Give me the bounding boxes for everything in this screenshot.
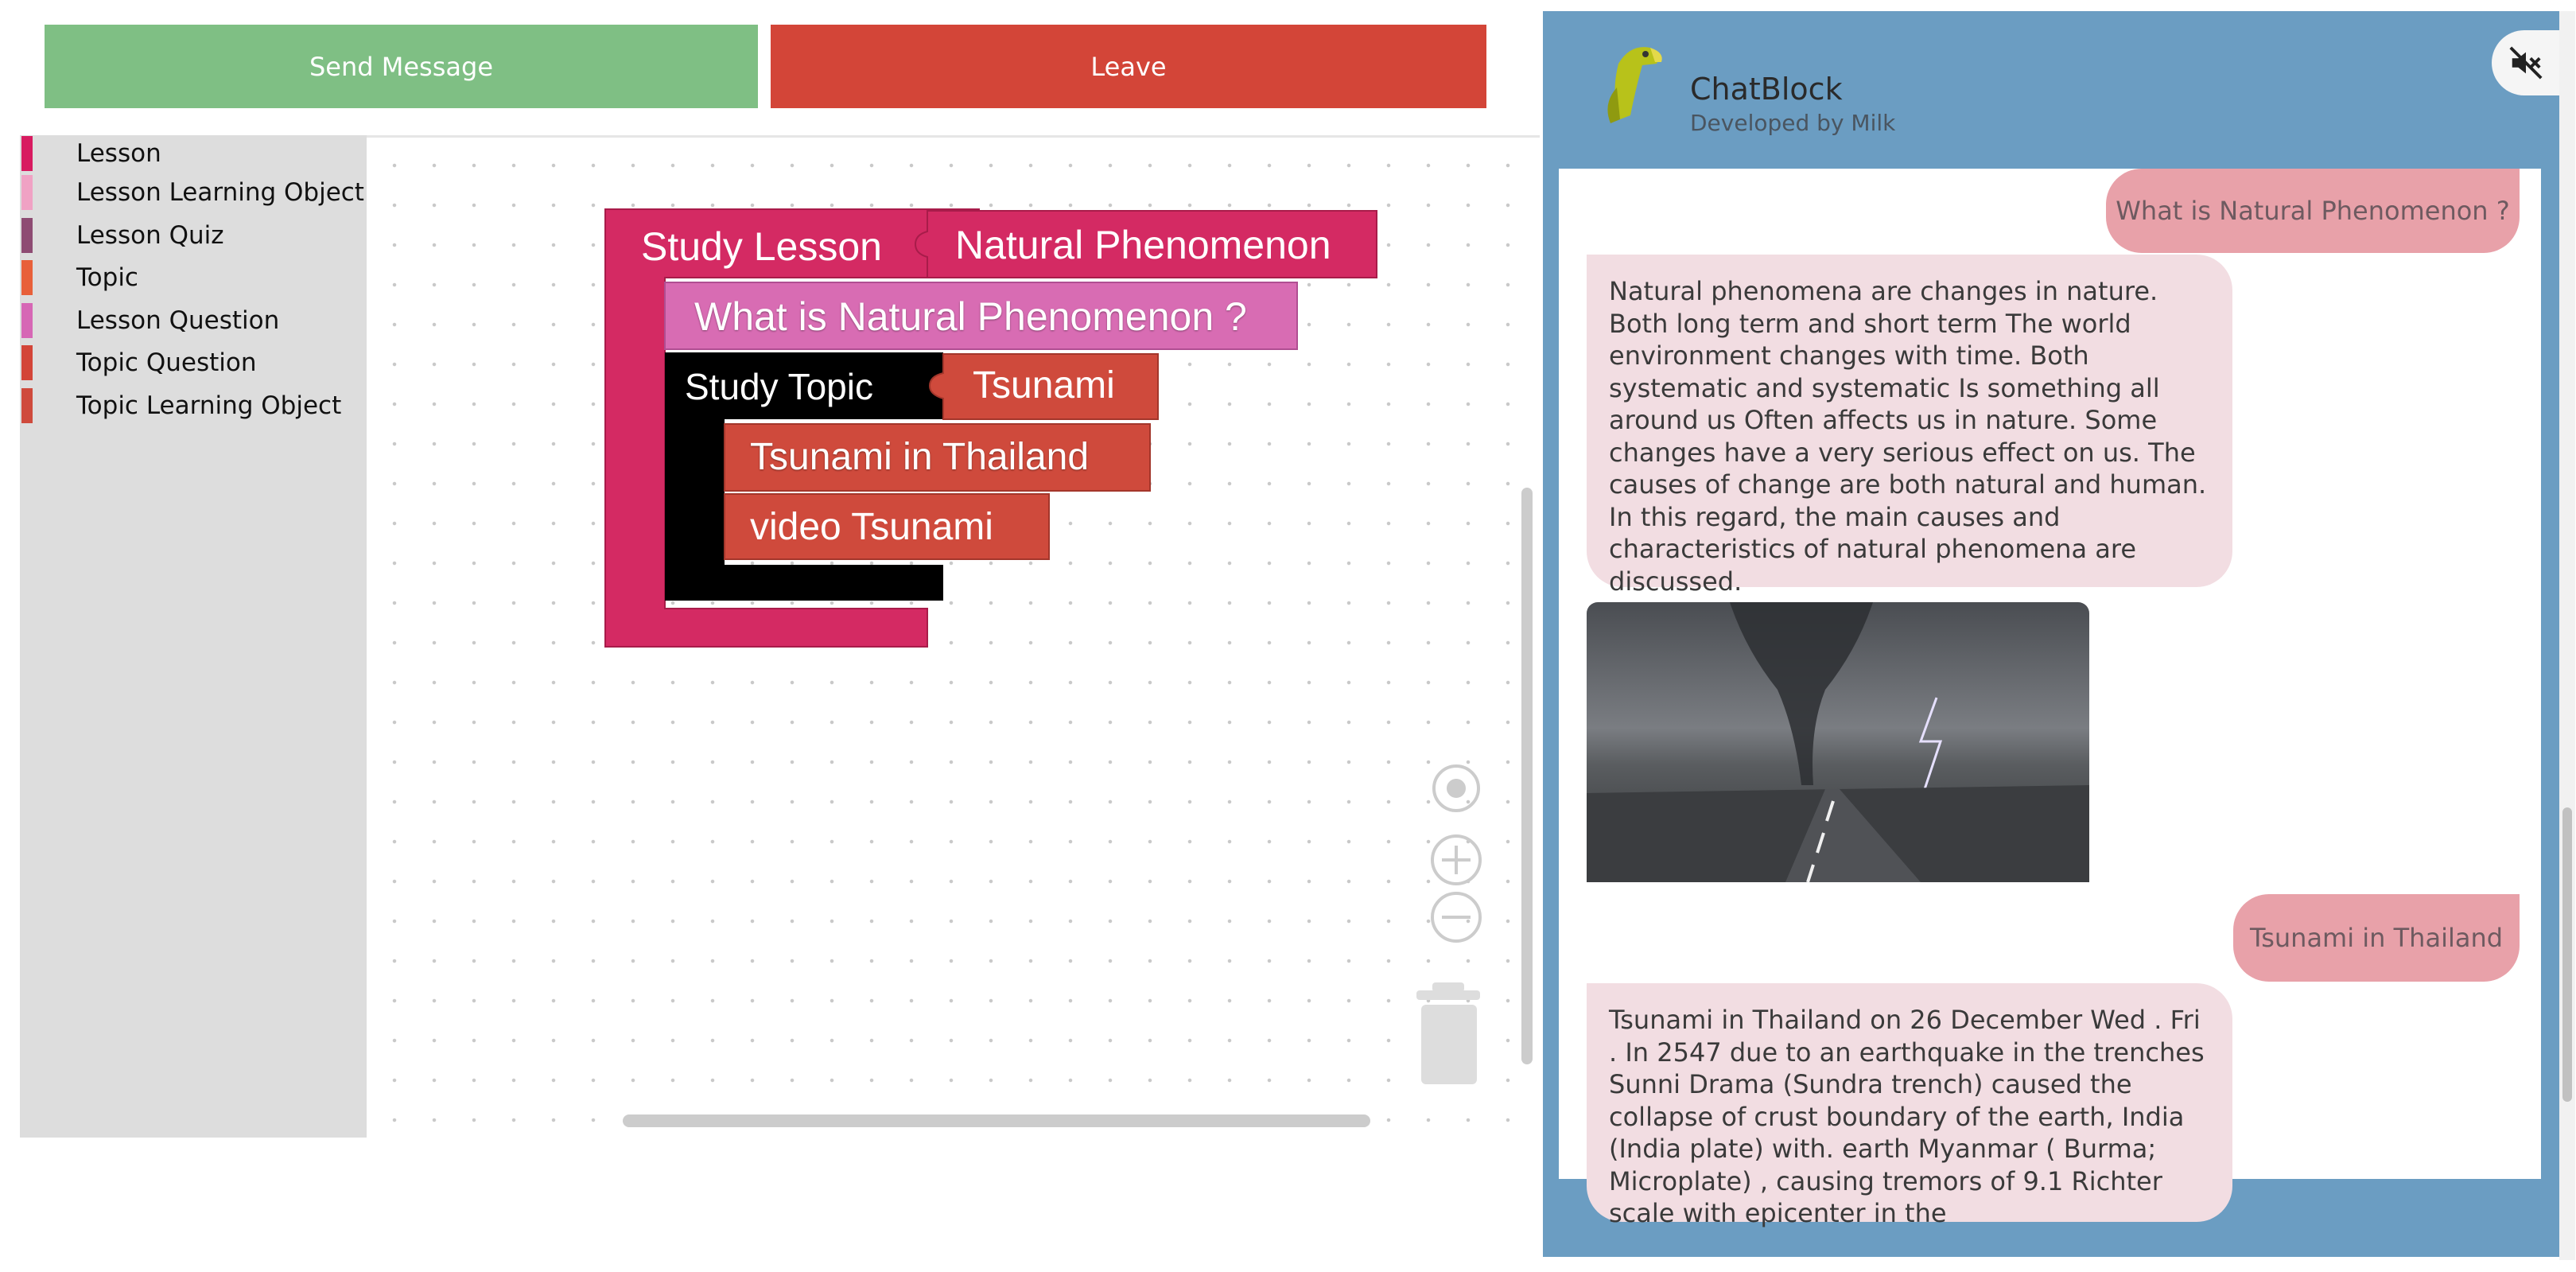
toolbox-category-lesson-quiz[interactable] — [20, 217, 367, 254]
toolbox-category-label: Topic — [76, 263, 138, 292]
tornado-image — [1587, 602, 2089, 882]
zoom-out-icon[interactable] — [1432, 893, 1480, 941]
topic-object-label: video Tsunami — [750, 506, 993, 548]
category-color-swatch — [21, 345, 33, 380]
category-color-swatch — [21, 260, 33, 295]
toolbox-category-lesson-question[interactable] — [20, 302, 367, 339]
toolbox-category-lesson-learning-object[interactable] — [20, 174, 367, 211]
toolbox-category-label: Topic Question — [76, 348, 257, 377]
study-lesson-label: Study Lesson — [641, 224, 882, 269]
toolbox-category-topic-learning-object[interactable] — [20, 387, 367, 424]
message-list[interactable] — [1559, 169, 2541, 1228]
page-scrollbar-thumb[interactable] — [2562, 807, 2572, 1102]
workspace-vertical-scrollbar[interactable] — [1521, 488, 1533, 1064]
toolbox-category-label: Lesson — [76, 139, 161, 168]
toolbox-category-topic-question[interactable] — [20, 344, 367, 381]
leave-button[interactable]: Leave — [771, 25, 1486, 108]
toolbox-category-label: Lesson Learning Object — [76, 178, 364, 207]
mute-button[interactable] — [2492, 30, 2559, 95]
bot-message: Tsunami in Thailand on 26 December Wed . Fri . In 2547 due to an earthquake in the trenches Sunni Drama (Sundra trench) caused the collapse of crust boundary of the earth, India (India plate) with. earth Myanmar ( Burma; Microplate) , causing tremors of 9.1 Richter scale with epicenter in the — [1587, 983, 2232, 1222]
recenter-icon[interactable] — [1434, 766, 1478, 811]
trash-icon[interactable] — [1416, 982, 1480, 1084]
lesson-question-label: What is Natural Phenomenon ? — [694, 294, 1247, 339]
chat-title: ChatBlock — [1690, 72, 1843, 107]
user-message: Tsunami in Thailand — [2233, 894, 2520, 982]
speaker-mute-icon — [2508, 45, 2544, 81]
category-color-swatch — [21, 388, 33, 423]
blockly-workspace[interactable] — [367, 135, 1540, 1138]
zoom-in-icon[interactable] — [1432, 836, 1480, 884]
toolbox-category-label: Lesson Quiz — [76, 221, 224, 250]
category-color-swatch — [21, 303, 33, 338]
chat-subtitle: Developed by Milk — [1690, 110, 1896, 136]
toolbox-category-lesson[interactable] — [20, 135, 367, 172]
study-topic-label: Study Topic — [685, 366, 873, 407]
send-message-button[interactable]: Send Message — [45, 25, 758, 108]
topic-question-label: Tsunami in Thailand — [750, 436, 1090, 478]
toolbox-category-topic[interactable] — [20, 259, 367, 296]
category-color-swatch — [21, 218, 33, 253]
toolbox-category-label: Topic Learning Object — [76, 391, 342, 420]
workspace-horizontal-scrollbar[interactable] — [623, 1114, 1370, 1127]
parrot-logo-icon — [1587, 40, 1666, 127]
toolbox-category-label: Lesson Question — [76, 306, 280, 335]
user-message: What is Natural Phenomenon ? — [2106, 169, 2520, 253]
blockly-toolbox — [20, 135, 367, 1138]
lesson-name-label: Natural Phenomenon — [955, 223, 1331, 267]
topic-name-label: Tsunami — [973, 364, 1115, 406]
bot-message: Natural phenomena are changes in nature. Both long term and short term The world environment changes with time. Both systematic and systematic Is something all around us Often affects us in nature. Some changes have a very serious effect on us. The causes of change are both natural and human. In this regard, the main causes and characteristics of natural phenomena are discussed. — [1587, 255, 2232, 587]
category-color-swatch — [21, 175, 33, 210]
block-canvas[interactable] — [367, 138, 1540, 1140]
category-color-swatch — [21, 136, 33, 171]
